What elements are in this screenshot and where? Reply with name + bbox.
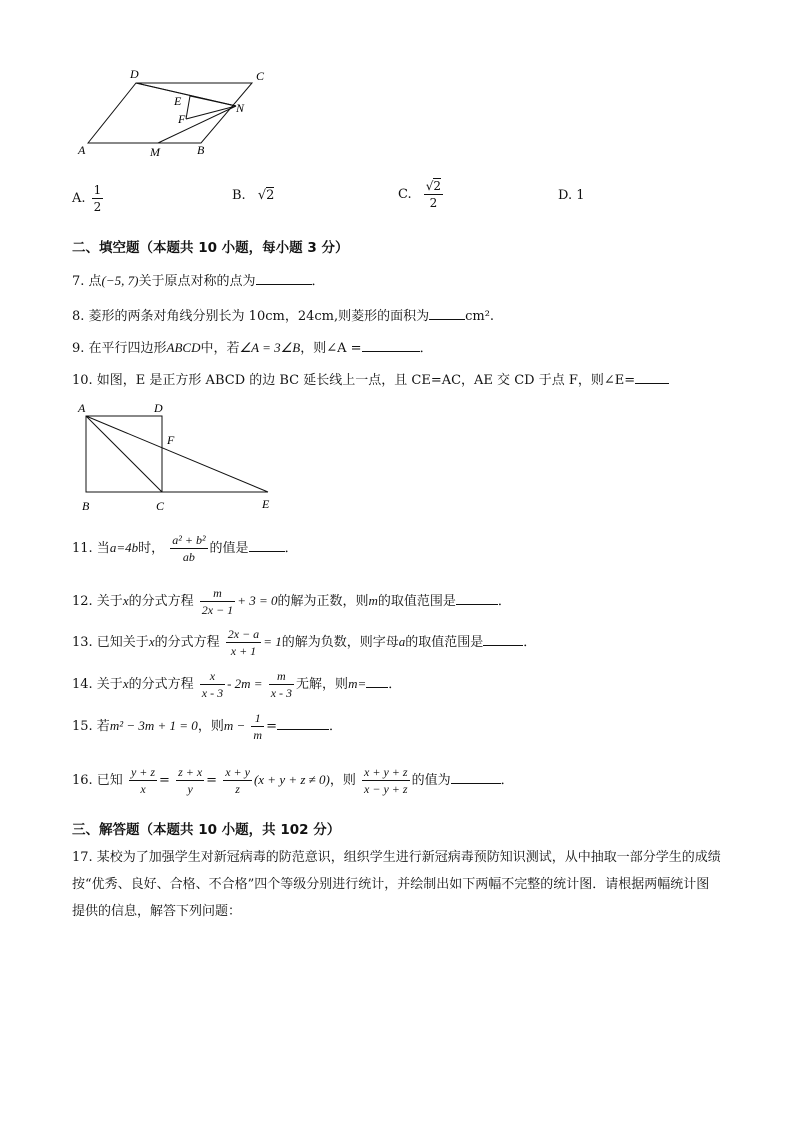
q12-numerator: m [200, 585, 235, 602]
q12-equation: + 3 = 0 [237, 593, 278, 608]
q14-blank [366, 675, 388, 688]
q7-end: ． [311, 274, 325, 289]
question-17: 17. 某校为了加强学生对新冠病毒的防范意识，组织学生进行新冠病毒预防知识测试，从中抽取一部分学生的成绩按“优秀、良好、合格、不合格”四个等级分别进行统计，并绘制出如下两幅不完整的统计图．请根据两幅统计图提供的信息，解答下列问题： [72, 850, 721, 919]
q13-suffix: 的解为负数，则字母 [281, 635, 399, 650]
q8-text: 8. 菱形的两条对角线分别长为 10cm，24cm,则菱形的面积为 [72, 309, 430, 324]
option-b-value: 2 [266, 188, 275, 203]
fig2-label-b: B [82, 499, 90, 513]
q13-blank [483, 633, 523, 646]
fig1-label-n: N [236, 101, 245, 115]
option-d: D. 1 [558, 188, 585, 203]
q12-x: x [122, 593, 129, 608]
fig1-label-b: B [197, 143, 205, 157]
fig2-label-a: A [78, 401, 86, 415]
q9-blank [362, 339, 420, 352]
q8-blank [429, 307, 465, 320]
q7-suffix: 关于原点对称的点为 [138, 274, 256, 289]
q14-x: x [122, 676, 129, 691]
q14-mid: 的分式方程 [128, 677, 194, 692]
q10-text: 10. 如图，E 是正方形 ABCD 的边 BC 延长线上一点，且 CE=AC，AE 交 CD 于点 F，则∠E= [72, 373, 636, 388]
question-7 [72, 272, 325, 291]
fig2-label-f: F [167, 433, 175, 447]
q16-prefix: 16. 已知 [72, 773, 123, 788]
q16-denominator-4: x − y + z [364, 782, 408, 796]
question-16: 16. 已知 $\frac{y + z}{x}$ = $\frac{z + x}{y}$ = $\frac{x + y}{z}$ (x + y + z ≠ 0)，则 $\frac{x + y + z}{x - y + z}$ 的值为 ． [72, 765, 514, 796]
q16-suffix: 的值为 [411, 773, 451, 788]
option-b: B. √2 [232, 188, 275, 203]
q9-then: ，则∠A = [300, 341, 362, 356]
fig1-label-f: F [178, 112, 186, 126]
fig2-label-c: C [156, 499, 165, 513]
q11-blank [249, 539, 285, 552]
fig1-label-e: E [174, 94, 182, 108]
question-8 [72, 307, 494, 326]
q16-end: ． [500, 773, 514, 788]
option-c-denominator: 2 [429, 196, 438, 210]
q13-end: ． [523, 635, 537, 650]
q11-cond: a=4b [109, 540, 139, 555]
option-a-numerator: 1 [93, 183, 102, 197]
q13-denominator: x + 1 [230, 644, 257, 658]
q14-numerator-1: x [200, 668, 225, 685]
q9-prefix: 9. 在平行四边形 [72, 341, 167, 356]
q14-m: m= [348, 676, 367, 691]
q12-prefix: 12. 关于 [72, 594, 123, 609]
question-14 [72, 668, 401, 701]
q13-prefix: 13. 已知关于 [72, 635, 149, 650]
q8-unit: cm². [465, 309, 495, 324]
q15-prefix: 15. 若 [72, 719, 110, 734]
fig2-label-d: D [154, 401, 163, 415]
q12-denominator: 2x − 1 [201, 603, 234, 617]
q16-blank [451, 771, 501, 784]
q12-end: ． [497, 594, 511, 609]
q14-numerator-2: m [269, 668, 294, 685]
q13-numerator: 2x − a [227, 627, 260, 641]
q9-mid: 中，若 [200, 341, 240, 356]
q16-cond: (x + y + z ≠ 0) [253, 772, 330, 787]
option-a-prefix: A. [72, 191, 86, 206]
fig1-label-c: C [256, 69, 265, 83]
option-a [72, 182, 105, 215]
q13-tail: 的取值范围是 [405, 635, 484, 650]
q12-tail: 的取值范围是 [377, 594, 456, 609]
q15-blank [277, 717, 329, 730]
option-b-prefix: B. [232, 188, 246, 203]
q11-numerator: a² + b² [172, 533, 206, 547]
question-12 [72, 585, 511, 618]
q11-end: ． [284, 541, 298, 556]
q16-denominator-3: z [235, 782, 240, 796]
section-2-title: 二、填空题（本题共 10 小题，每小题 3 分） [72, 240, 349, 256]
q9-end: ． [419, 341, 433, 356]
q7-blank [256, 272, 312, 285]
parallelogram-figure [70, 66, 290, 162]
q14-end: ． [388, 677, 402, 692]
question-9 [72, 339, 433, 358]
section-3-title: 三、解答题（本题共 10 小题，共 102 分） [72, 822, 341, 838]
square-figure [74, 398, 284, 516]
q10-blank [635, 371, 669, 384]
option-c: C. $\frac{√2}{2}$ [398, 179, 442, 210]
question-15 [72, 710, 342, 743]
q9-cond: ∠A = 3∠B [239, 340, 301, 355]
q16-numerator-4: x + y + z [364, 765, 408, 779]
q11-denominator: ab [182, 550, 195, 564]
q16-numerator-1: y + z [130, 765, 156, 779]
option-a-denominator: 2 [93, 200, 102, 214]
q7-prefix: 7. 点 [72, 274, 102, 289]
q12-m: m [368, 593, 378, 608]
q14-middle: - 2m = [227, 676, 263, 691]
q12-suffix: 的解为正数，则 [277, 594, 369, 609]
q12-blank [456, 592, 498, 605]
q15-cond: m² − 3m + 1 = 0 [109, 718, 198, 733]
q14-denominator-2: x - 3 [270, 686, 293, 700]
q16-then: ，则 [329, 773, 356, 788]
q15-then: ，则 [197, 719, 224, 734]
q15-expr: m − [223, 718, 246, 733]
q13-mid: 的分式方程 [154, 635, 220, 650]
q13-x: x [148, 634, 155, 649]
q16-denominator-1: x [140, 782, 146, 796]
q14-suffix: 无解，则 [296, 677, 349, 692]
q15-end: ． [328, 719, 342, 734]
fig1-label-d: D [130, 67, 139, 81]
q13-a: a [398, 634, 406, 649]
q15-numerator: 1 [251, 710, 264, 727]
question-10 [72, 371, 669, 390]
q16-denominator-2: y [187, 782, 193, 796]
q12-mid: 的分式方程 [128, 594, 194, 609]
q14-prefix: 14. 关于 [72, 677, 123, 692]
q15-denominator: m [253, 728, 263, 742]
q11-prefix: 11. 当 [72, 541, 110, 556]
q9-abcd: ABCD [166, 340, 201, 355]
q15-equals: = [266, 719, 277, 734]
q16-numerator-2: z + x [178, 765, 203, 779]
q16-numerator-3: x + y [225, 765, 250, 779]
q11-suffix: 的值是 [209, 541, 249, 556]
q14-denominator-1: x - 3 [201, 686, 224, 700]
question-13 [72, 626, 536, 659]
fig1-label-m: M [150, 145, 160, 159]
question-11 [72, 532, 298, 565]
q13-equation: = 1 [263, 634, 282, 649]
q11-mid: 时， [138, 541, 165, 556]
option-c-prefix: C. [398, 187, 412, 202]
fig1-label-a: A [78, 143, 86, 157]
option-c-numerator: 2 [433, 179, 442, 193]
fig2-label-e: E [262, 497, 270, 511]
q7-point: (−5, 7) [101, 273, 139, 288]
